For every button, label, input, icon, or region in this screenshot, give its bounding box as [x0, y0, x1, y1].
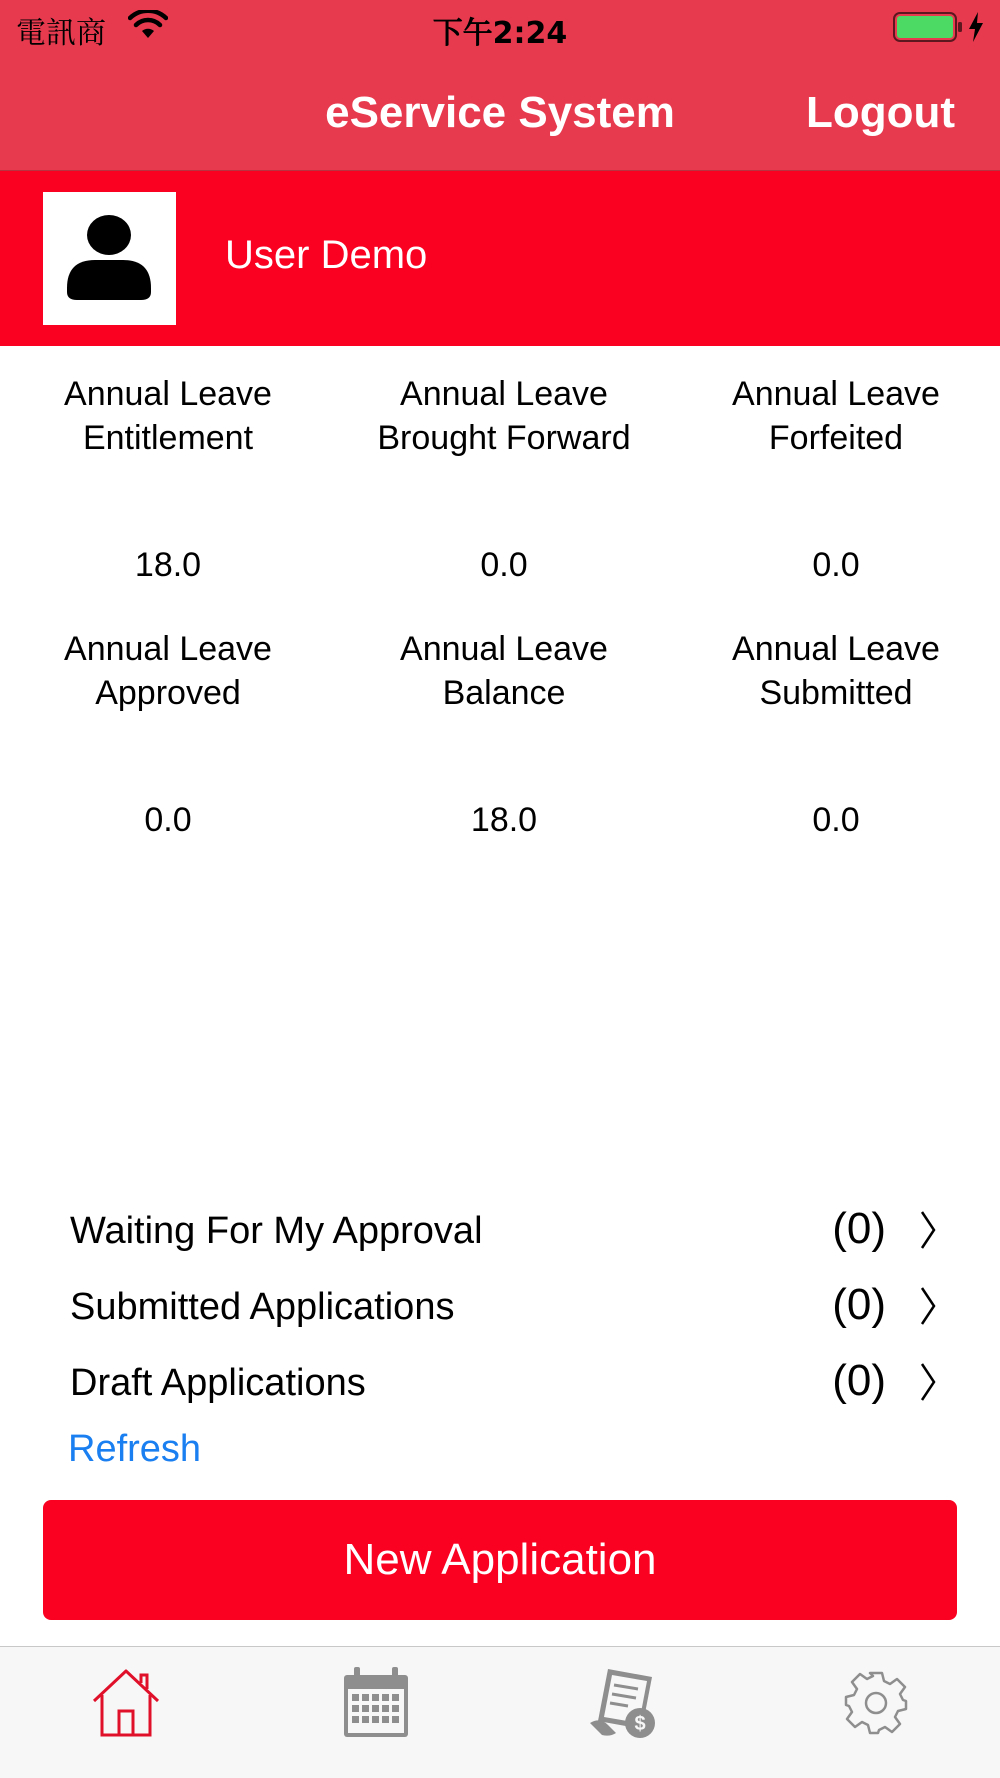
list-item-label: Submitted Applications: [70, 1286, 455, 1328]
stat-brought-forward: [336, 372, 672, 627]
clock: 下午2:24: [432, 16, 568, 51]
tab-settings[interactable]: [836, 1663, 916, 1743]
stat-approved: [0, 627, 336, 882]
list-item-count: (0): [832, 1356, 886, 1405]
stat-value: 0.0: [144, 801, 192, 839]
new-application-button[interactable]: New Application: [43, 1500, 957, 1620]
avatar: [43, 192, 176, 325]
waiting-approval-row[interactable]: [70, 1198, 940, 1274]
list-item-label: Draft Applications: [70, 1362, 366, 1404]
stat-value: 0.0: [812, 546, 860, 584]
stat-value: 0.0: [812, 801, 860, 839]
chevron-right-icon: [916, 1208, 940, 1252]
applications-list: [70, 1198, 940, 1426]
charging-icon: [966, 10, 986, 44]
stat-label: Annual Leave Brought Forward: [377, 375, 631, 457]
tab-payslip[interactable]: [586, 1663, 666, 1743]
gear-icon: [836, 1663, 916, 1743]
chevron-right-icon: [916, 1284, 940, 1328]
stat-balance: [336, 627, 672, 882]
refresh-link[interactable]: Refresh: [68, 1428, 202, 1470]
tab-home[interactable]: [86, 1663, 166, 1743]
submitted-applications-row[interactable]: [70, 1274, 940, 1350]
stat-value: 0.0: [480, 546, 528, 584]
leave-stats: [0, 372, 1000, 882]
stat-entitlement: [0, 372, 336, 627]
stat-forfeited: [672, 372, 1000, 627]
list-item-count: (0): [832, 1204, 886, 1253]
stat-label: Annual Leave Balance: [400, 630, 608, 712]
status-bar: [0, 0, 1000, 54]
list-item-label: Waiting For My Approval: [70, 1210, 483, 1252]
stat-value: 18.0: [134, 546, 202, 584]
page-title: eService System: [325, 88, 675, 137]
user-name: User Demo: [225, 233, 428, 277]
profile-header: [0, 171, 1000, 346]
tab-calendar[interactable]: [336, 1663, 416, 1743]
logout-button[interactable]: Logout: [805, 88, 955, 137]
stat-value: 18.0: [470, 801, 538, 839]
calendar-icon: [336, 1663, 416, 1743]
battery-icon: [893, 12, 963, 42]
stat-label: Annual Leave Submitted: [732, 630, 940, 712]
stat-label: Annual Leave Entitlement: [64, 375, 272, 457]
chevron-right-icon: [916, 1360, 940, 1404]
stat-label: Annual Leave Forfeited: [732, 375, 940, 457]
payslip-icon: [586, 1663, 666, 1743]
stat-label: Annual Leave Approved: [64, 630, 272, 712]
draft-applications-row[interactable]: [70, 1350, 940, 1426]
nav-bar: [0, 54, 1000, 171]
home-icon: [86, 1663, 166, 1743]
tab-bar: [0, 1646, 1000, 1778]
user-icon: [43, 192, 176, 325]
list-item-count: (0): [832, 1280, 886, 1329]
carrier-label: 電訊商: [16, 16, 106, 51]
stat-submitted: [672, 627, 1000, 882]
svg-text:$: $: [634, 1713, 646, 1735]
